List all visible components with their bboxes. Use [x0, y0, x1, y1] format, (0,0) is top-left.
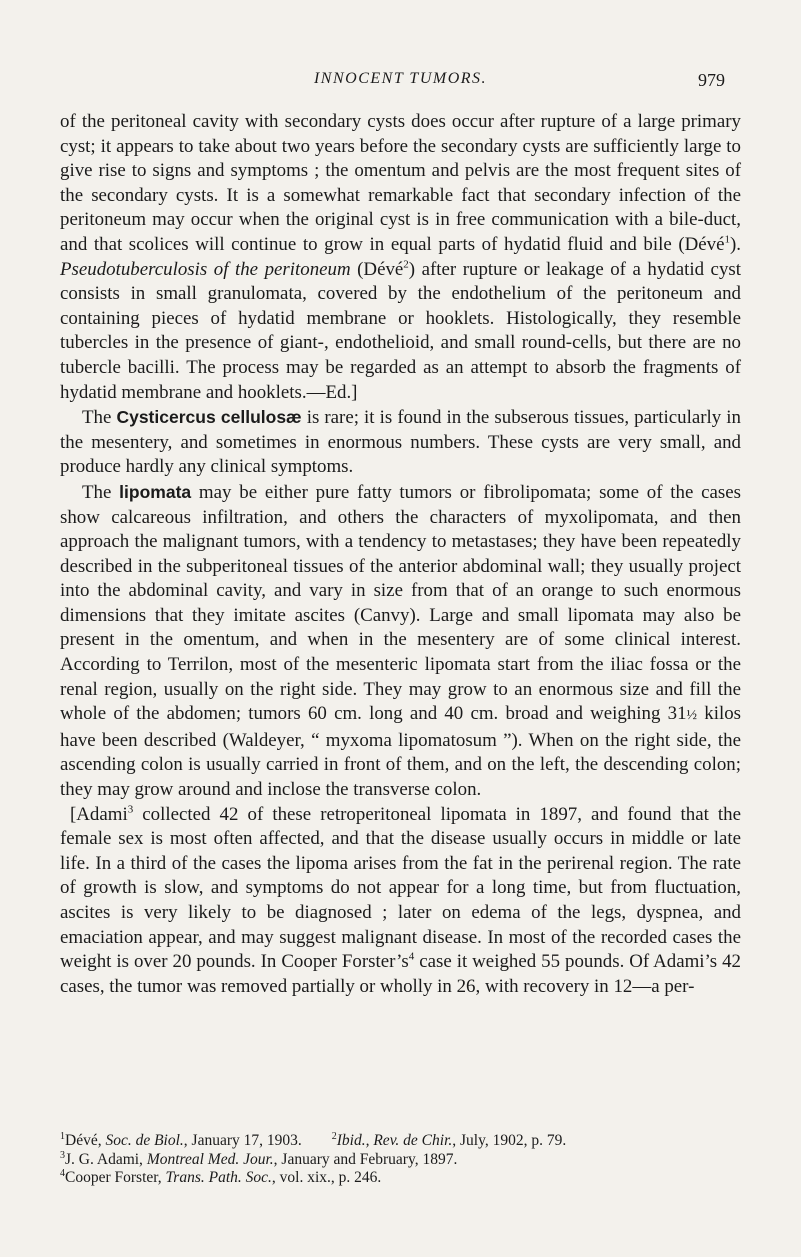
- text-run: kilos have been described (Waldeyer, “ myxoma lipomatosum ”). When on the right side, the ascending colon is usually carried in front of them, and on the left, the descending colon; they may grow around and inclose the transverse colon.: [60, 703, 741, 801]
- paragraph-hydatid: [60, 110, 741, 405]
- text-run: is rare; it is found in the subserous tissues, particularly in the mesentery, and sometimes in enormous numbers. These cysts are very small, and produce hardly any clinical symptoms.: [60, 407, 742, 478]
- footnote-source: Ibid., Rev. de Chir.: [336, 1132, 453, 1149]
- footnote-2: [332, 1132, 566, 1149]
- footnote-text: , January and February, 1897.: [273, 1150, 458, 1168]
- footnote-4: [60, 1169, 750, 1188]
- text-run: ) after rupture or leakage of a hydatid cyst consists in small granulomata, covered by the endothelium of the peritoneum and containing pieces of hydatid membrane or hooklets. Histologically, they resemble tubercles in the presence of giant-, endothelioid, and small round-cells, but there are no tubercle bacilli. The process may be regarded as an attempt to absorb the fragments of hydatid membrane and hooklets.—Ed.]: [60, 258, 741, 403]
- text-run: The: [82, 407, 117, 429]
- footnote-source: Montreal Med. Jour.: [146, 1150, 274, 1168]
- page-header: [60, 70, 741, 94]
- fraction: ½: [686, 708, 698, 724]
- text-run: (Dévé: [350, 258, 404, 280]
- footnote-source: Soc. de Biol.: [105, 1132, 184, 1149]
- footnote-text: , January 17, 1903.: [183, 1132, 302, 1149]
- text-run: The: [82, 481, 120, 503]
- italic-term: Pseudotuberculosis of the peritoneum: [60, 258, 351, 280]
- text-run: case it weighed 55 pounds. Of Adami’s 42 cases, the tumor was removed partially or wholly in 26, with recovery in 12—a per-: [60, 951, 742, 997]
- bold-term: lipomata: [119, 481, 192, 502]
- paragraph-lipomata: [60, 480, 741, 803]
- footnote-mark: 4: [60, 1167, 65, 1179]
- text-run: [Adami: [70, 803, 128, 825]
- bold-term: Cysticercus cellulosæ: [116, 407, 302, 428]
- footnote-mark: 3: [60, 1149, 65, 1161]
- footnote-ref-4: 4: [408, 950, 415, 963]
- text-run: of the peritoneal cavity with secondary cysts does occur after rupture of a large primary cyst; it appears to take about two years before the secondary cysts are sufficiently large to give rise to signs and symptoms ; the omentum and pelvis are the most frequent sites of the secondary cysts. It is a somewhat remarkable fact that secondary infection of the peritoneum may occur when the original cyst is in free communication with a bile-duct, and that scolices will continue to grow in equal parts of hydatid fluid and bile (Dévé: [60, 111, 741, 255]
- footnote-text: , July, 1902, p. 79.: [452, 1132, 567, 1149]
- footnotes: [60, 1132, 750, 1188]
- footnote-source: Trans. Path. Soc.: [165, 1169, 272, 1186]
- paragraph-cysticercus: [60, 405, 741, 480]
- footnote-mark: 2: [331, 1130, 337, 1142]
- footnote-text: Cooper Forster,: [65, 1169, 166, 1186]
- footnote-1: [60, 1132, 302, 1149]
- paragraph-adami: [60, 803, 741, 1000]
- page-number: 979: [698, 70, 725, 90]
- footnote-row: [60, 1132, 750, 1151]
- text-run: may be either pure fatty tumors or fibrolipomata; some of the cases show calcareous infiltration, and others the characters of myxolipomata, and then approach the malignant tumors, with a tendency to metastases; they have been repeatedly described in the subperitoneal tissues of the anterior abdominal wall; they usually project into the abdominal cavity, and vary in size from that of an orange to such enormous dimensions that they imitate ascites (Canvy). Large and small lipomata may also be present in the omentum, and when in the mesentery are of some clinical interest. According to Terrilon, most of the mesenteric lipomata start from the iliac fossa or the renal region, usually on the right side. They may grow to an enormous size and fill the whole of the abdomen; tumors 60 cm. long and 40 cm. broad and weighing 31: [60, 481, 741, 725]
- footnote-ref-3: 3: [127, 803, 134, 816]
- text-run: ).: [729, 233, 741, 255]
- footnote-3: [60, 1151, 750, 1170]
- footnote-text: J. G. Adami,: [65, 1150, 147, 1168]
- footnote-text: , vol. xix., p. 246.: [271, 1169, 382, 1186]
- footnote-mark: 1: [60, 1130, 65, 1142]
- text-run: collected 42 of these retroperitoneal lipomata in 1897, and found that the female sex is most often affected, and that the disease usually occurs in middle or late life. In a third of the cases the lipoma arises from the fat in the perirenal region. The rate of growth is slow, and symptoms do not appear for a long time, but from fluctuation, ascites is very likely to be diagnosed ; later on edema of the legs, dyspnea, and emaciation appear, and may suggest malignant disease. In most of the recorded cases the weight is over 20 pounds. In Cooper Forster’s: [60, 803, 741, 973]
- footnote-text: Dévé,: [65, 1132, 106, 1149]
- running-title: INNOCENT TUMORS.: [313, 70, 488, 87]
- body-text: [60, 110, 741, 999]
- footnote-ref-1: 1: [724, 233, 730, 246]
- footnote-ref-2: 2: [403, 258, 409, 271]
